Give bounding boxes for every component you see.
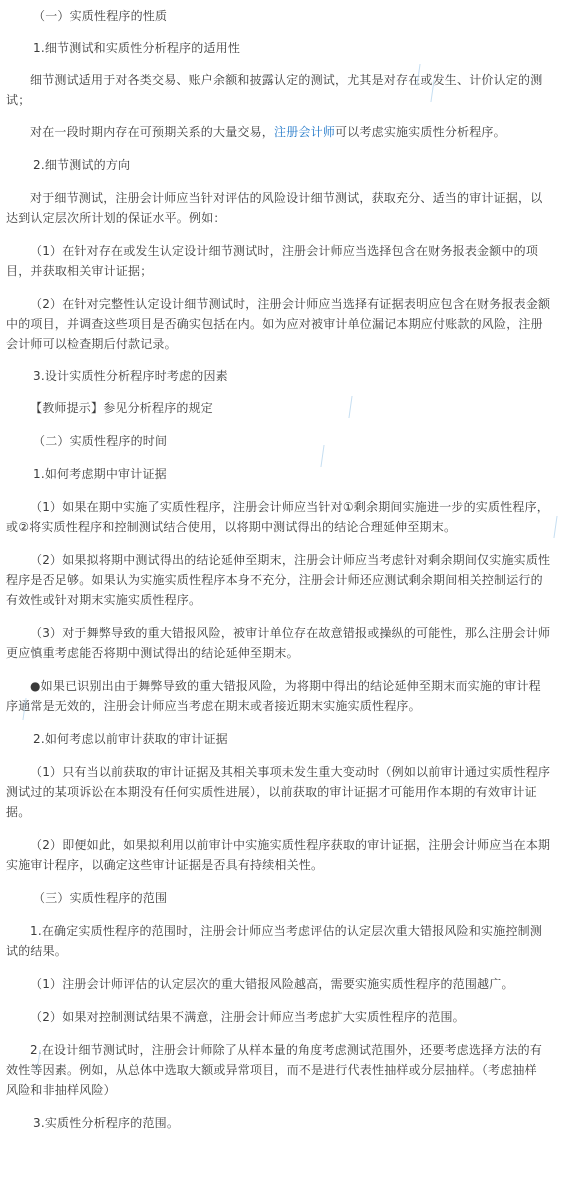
subheading-applicability: 1.细节测试和实质性分析程序的适用性 [33, 41, 241, 55]
paragraph-line: 序通常是无效的，注册会计师应当考虑在期末或者接近期末实施实质性程序。 [6, 699, 421, 713]
scan-mark [553, 516, 563, 538]
cpa-link[interactable]: 注册会计师 [274, 125, 336, 139]
section-heading-nature: （一）实质性程序的性质 [33, 9, 168, 23]
section-heading-scope: （三）实质性程序的范围 [33, 891, 168, 905]
paragraph-line: 更应慎重考虑能否将期中测试得出的结论延伸至期末。 [6, 646, 299, 660]
paragraph-line: 测试过的某项诉讼在本期没有任何实质性进展），以前获取的审计证据才可能用作本期的有效审计证 [6, 785, 537, 799]
paragraph-line: 风险和非抽样风险） [6, 1083, 116, 1097]
subheading-analytical-factors: 3.设计实质性分析程序时考虑的因素 [33, 369, 228, 383]
subheading-prior-evidence: 2.如何考虑以前审计获取的审计证据 [33, 732, 228, 746]
paragraph-line: 2.在设计细节测试时，注册会计师除了从样本量的角度考虑测试范围外，还要考虑选择方法的有 [30, 1043, 543, 1057]
paragraph-line: 3.实质性分析程序的范围。 [33, 1116, 180, 1130]
scan-mark [430, 80, 440, 102]
paragraph-line: 1.在确定实质性程序的范围时，注册会计师应当考虑评估的认定层次重大错报风险和实施控制测 [30, 924, 543, 938]
paragraph-line: （2）如果拟将期中测试得出的结论延伸至期末，注册会计师应当考虑针对剩余期间仅实施实质性 [30, 553, 551, 567]
paragraph-line: （1）注册会计师评估的认定层次的重大错报风险越高，需要实施实质性程序的范围越广。 [30, 977, 514, 991]
paragraph-text: 可以考虑实施实质性分析程序。 [335, 125, 506, 139]
paragraph-line: 中的项目，并调查这些项目是否确实包括在内。如为应对被审计单位漏记本期应付账款的风险，注册 [6, 317, 543, 331]
paragraph-line: 据。 [6, 805, 31, 819]
paragraph-line: 对于细节测试，注册会计师应当针对评估的风险设计细节测试，获取充分、适当的审计证据，以 [30, 191, 543, 205]
section-heading-timing: （二）实质性程序的时间 [33, 434, 168, 448]
paragraph-text: 对在一段时期内存在可预期关系的大量交易， [30, 125, 275, 139]
paragraph-line: 程序是否足够。如果认为实施实质性程序本身不充分，注册会计师还应测试剩余期间相关控制运行的 [6, 573, 543, 587]
paragraph-line: 有效性或针对期末实施实质性程序。 [6, 593, 202, 607]
subheading-interim-evidence: 1.如何考虑期中审计证据 [33, 467, 167, 481]
paragraph-line: 试； [6, 93, 31, 107]
paragraph-line: 效性等因素。例如，从总体中选取大额或异常项目，而不是进行代表性抽样或分层抽样。（考虑抽样 [6, 1063, 537, 1077]
paragraph-line: （3）对于舞弊导致的重大错报风险，被审计单位存在故意错报或操纵的可能性，那么注册会计师 [30, 626, 551, 640]
subheading-direction: 2.细节测试的方向 [33, 158, 131, 172]
paragraph-line [30, 124, 506, 140]
paragraph-line: 或②将实质性程序和控制测试结合使用，以将期中测试得出的结论合理延伸至期末。 [6, 520, 457, 534]
scan-mark [348, 396, 358, 418]
paragraph-line: （2）如果对控制测试结果不满意，注册会计师应当考虑扩大实质性程序的范围。 [30, 1010, 465, 1024]
paragraph-line: 细节测试适用于对各类交易、账户余额和披露认定的测试，尤其是对存在或发生、计价认定的测 [30, 73, 543, 87]
paragraph-line: （2）在针对完整性认定设计细节测试时，注册会计师应当选择有证据表明应包含在财务报表金额 [30, 297, 551, 311]
paragraph-line: （1）在针对存在或发生认定设计细节测试时，注册会计师应当选择包含在财务报表金额中的项 [30, 244, 539, 258]
bullet-line: ●如果已识别出由于舞弊导致的重大错报风险，为将期中得出的结论延伸至期末而实施的审计程 [30, 679, 541, 693]
scan-mark [320, 445, 330, 467]
paragraph-line: 实施审计程序，以确定这些审计证据是否具有持续相关性。 [6, 858, 324, 872]
paragraph-line: （2）即便如此，如果拟利用以前审计中实施实质性程序获取的审计证据，注册会计师应当在本期 [30, 838, 551, 852]
paragraph-line: 会计师可以检查期后付款记录。 [6, 337, 177, 351]
teacher-tip: 【教师提示】参见分析程序的规定 [30, 401, 214, 415]
paragraph-line: （1）只有当以前获取的审计证据及其相关事项未发生重大变动时（例如以前审计通过实质性程序 [30, 765, 551, 779]
paragraph-line: 目，并获取相关审计证据； [6, 264, 153, 278]
paragraph-line: 试的结果。 [6, 944, 68, 958]
paragraph-line: 达到认定层次所计划的保证水平。例如： [6, 211, 226, 225]
paragraph-line: （1）如果在期中实施了实质性程序，注册会计师应当针对①剩余期间实施进一步的实质性程序， [30, 500, 549, 514]
